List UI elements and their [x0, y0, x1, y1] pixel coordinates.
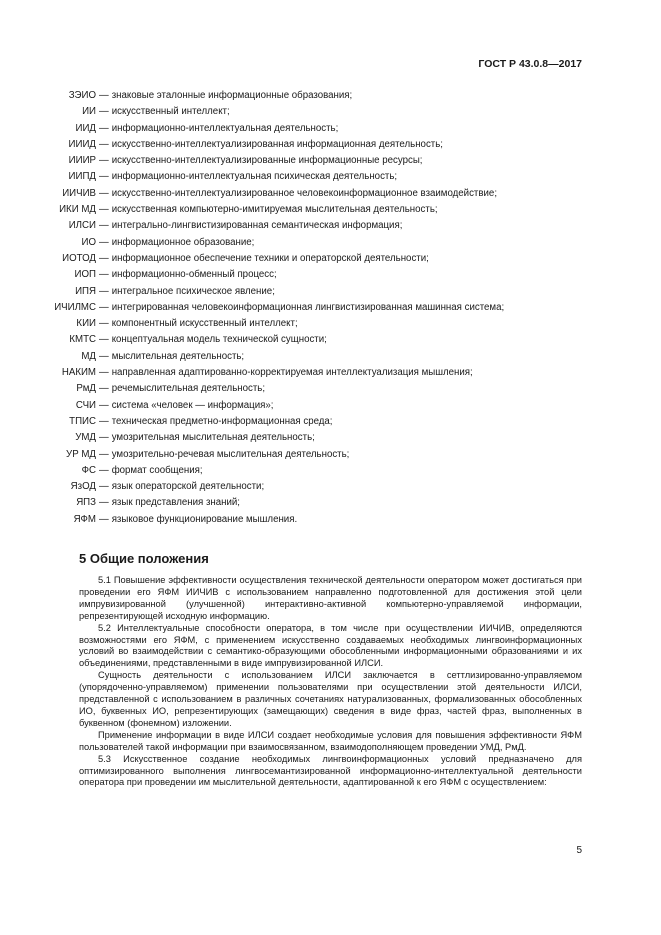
abbreviation-dash: — — [99, 334, 109, 346]
abbreviation-definition: информационно-интеллектуальная психическая деятельность; — [111, 171, 398, 183]
abbreviation-term: ЯФМ — [73, 513, 96, 525]
abbreviation-dash: — — [99, 301, 109, 313]
section-title: 5 Общие положения — [79, 551, 209, 566]
abbreviation-dash: — — [99, 90, 109, 101]
abbreviation-definition: интегрально-лингвистизированная семантическая информация; — [111, 220, 403, 232]
abbreviation-entry — [0, 88, 661, 104]
abbreviation-entry — [0, 267, 661, 283]
abbreviation-dash: — — [99, 269, 109, 281]
abbreviation-dash: — — [99, 122, 109, 134]
abbreviation-entry — [0, 218, 661, 234]
abbreviation-entry — [0, 381, 661, 397]
abbreviation-dash: — — [99, 285, 109, 297]
abbreviation-term: ФС — [81, 464, 96, 476]
abbreviation-dash: — — [99, 318, 109, 330]
abbreviation-entry — [0, 137, 661, 153]
abbreviation-definition: концептуальная модель технической сущности; — [111, 334, 327, 346]
abbreviations-list — [0, 88, 661, 528]
abbreviation-term: ЯПЗ — [76, 497, 96, 509]
abbreviation-term: ЯзОД — [70, 481, 96, 493]
abbreviation-term: ИО — [81, 236, 96, 248]
abbreviation-term: НАКИМ — [61, 367, 96, 379]
abbreviation-term: ИОТОД — [62, 252, 96, 264]
section-paragraph: Сущность деятельности с использованием ИЛСИ заключается в сеттлизированно-управляемом (упорядоченно-управляемом) применении пользователями при осуществлении этой деятельности ИЛСИ, представленной с использованием в различных сочетаниях натурализованных, формализованных обособленных ИО, буквенных ИО, репрезентирующих (замещающих) сведения в виде фраз, частей фраз, выполненных в буквенном (фонемном) изложении. — [79, 670, 582, 728]
abbreviation-dash: — — [99, 367, 109, 379]
abbreviation-dash: — — [99, 204, 109, 216]
abbreviation-entry — [0, 495, 661, 511]
abbreviation-entry — [0, 447, 661, 463]
abbreviation-definition: искусственно-интеллектуализированная информационная деятельность; — [111, 138, 443, 150]
abbreviation-entry — [0, 235, 661, 251]
abbreviation-dash: — — [99, 350, 109, 362]
abbreviation-definition: формат сообщения; — [111, 464, 203, 476]
abbreviation-definition: информационное обеспечение техники и операторской деятельности; — [111, 252, 429, 264]
abbreviation-term: КИИ — [76, 318, 96, 330]
abbreviation-entry — [0, 512, 661, 528]
abbreviation-definition: языковое функционирование мышления. — [111, 513, 298, 525]
abbreviation-definition: умозрительно-речевая мыслительная деятельность; — [111, 448, 350, 460]
abbreviation-term: ИЧИЛМС — [54, 301, 96, 313]
abbreviation-term: ТПИС — [69, 415, 96, 427]
abbreviation-term: ИИИД — [68, 138, 96, 150]
abbreviation-definition: мыслительная деятельность; — [111, 350, 245, 362]
abbreviation-dash: — — [99, 464, 109, 476]
abbreviation-entry — [0, 121, 661, 137]
abbreviation-entry — [0, 349, 661, 365]
section-paragraph: 5.3 Искусственное создание необходимых лингвоинформационных условий предназначено для оптимизированного выполнения лингвосемантизированной информационно-интеллектуальной деятельности оператора при проведении им мыслительной деятельности, адаптированной к его ЯФМ с осуществлением: — [79, 753, 582, 788]
abbreviation-definition: язык операторской деятельности; — [111, 481, 265, 493]
abbreviation-entry — [0, 414, 661, 430]
abbreviation-definition: интегрированная человекоинформационная лингвистизированная машинная система; — [111, 301, 505, 313]
abbreviation-dash: — — [99, 171, 109, 183]
abbreviation-definition: искусственно-интеллектуализированные информационные ресурсы; — [111, 155, 423, 167]
abbreviation-entry — [0, 479, 661, 495]
abbreviation-definition: интегральное психическое явление; — [111, 285, 275, 297]
abbreviation-entry — [0, 202, 661, 218]
abbreviation-dash: — — [99, 415, 109, 427]
abbreviation-definition: речемыслительная деятельность; — [111, 383, 266, 395]
abbreviation-entry — [0, 332, 661, 348]
abbreviation-definition: язык представления знаний; — [111, 497, 240, 509]
abbreviation-term: ИЛСИ — [68, 220, 96, 232]
abbreviation-definition: информационное образование; — [111, 236, 255, 248]
abbreviation-term: РмД — [76, 383, 96, 395]
abbreviation-term: ИКИ МД — [59, 204, 96, 216]
abbreviation-dash: — — [99, 513, 109, 525]
abbreviation-definition: искусственный интеллект; — [111, 106, 230, 118]
section-paragraph: 5.1 Повышение эффективности осуществления технической деятельности оператором может достигаться при проведении его ЯФМ ИИЧИВ с использованием направленно подготовленной для достижения этой цели импрувизированной (улучшенной) интерактивно-активной компьютерно-управляемой информации, репрезентирующей исходную информацию. — [79, 575, 582, 621]
abbreviation-definition: знаковые эталонные информационные образования; — [111, 90, 353, 101]
abbreviation-dash: — — [99, 187, 109, 199]
abbreviation-definition: искусственно-интеллектуализированное человекоинформационное взаимодействие; — [111, 187, 498, 199]
abbreviation-dash: — — [99, 383, 109, 395]
abbreviation-term: ЗЭИО — [68, 90, 96, 101]
abbreviation-dash: — — [99, 252, 109, 264]
abbreviation-dash: — — [99, 432, 109, 444]
abbreviation-entry — [0, 463, 661, 479]
abbreviation-term: УМД — [75, 432, 96, 444]
abbreviation-entry — [0, 104, 661, 120]
abbreviation-dash: — — [99, 236, 109, 248]
abbreviation-definition: система «человек — информация»; — [111, 399, 274, 411]
section-paragraph: Применение информации в виде ИЛСИ создает необходимые условия для повышения эффективности ЯФМ пользователей такой информации при взаимосвязанном, взаимодополняющем проведении УМД, РмД. — [79, 729, 582, 752]
section-paragraph: 5.2 Интеллектуальные способности оператора, в том числе при осуществлении ИИЧИВ, определяются возможностями его ЯФМ, с применением искусственно создаваемых необходимых лингвоинформационных условий во взаимодействии с семантико-образующими обособленными информационными образованиями и их объединениями, представленными в виде импрувизированной ИЛСИ. — [79, 622, 582, 669]
abbreviation-definition: техническая предметно-информационная среда; — [111, 415, 333, 427]
abbreviation-dash: — — [99, 106, 109, 118]
abbreviation-dash: — — [99, 138, 109, 150]
abbreviation-dash: — — [99, 497, 109, 509]
abbreviation-entry — [0, 169, 661, 185]
abbreviation-term: ИИИР — [68, 155, 96, 167]
abbreviation-term: ИОП — [74, 269, 96, 281]
abbreviation-definition: умозрительная мыслительная деятельность; — [111, 432, 315, 444]
abbreviation-term: КМТС — [69, 334, 96, 346]
abbreviation-definition: направленная адаптированно-корректируемая интеллектуализация мышления; — [111, 367, 473, 379]
abbreviation-term: ИПЯ — [75, 285, 96, 297]
abbreviation-term: УР МД — [66, 448, 96, 460]
abbreviation-entry — [0, 430, 661, 446]
abbreviation-term: ИИПД — [68, 171, 96, 183]
abbreviation-definition: информационно-интеллектуальная деятельность; — [111, 122, 339, 134]
abbreviation-term: СЧИ — [75, 399, 96, 411]
abbreviation-entry — [0, 365, 661, 381]
abbreviation-dash: — — [99, 155, 109, 167]
abbreviation-dash: — — [99, 220, 109, 232]
abbreviation-term: ИИ — [82, 106, 96, 118]
document-standard-header: ГОСТ Р 43.0.8—2017 — [478, 58, 582, 70]
abbreviation-entry — [0, 300, 661, 316]
abbreviation-definition: компонентный искусственный интеллект; — [111, 318, 298, 330]
abbreviation-entry — [0, 186, 661, 202]
abbreviation-dash: — — [99, 399, 109, 411]
abbreviation-dash: — — [99, 448, 109, 460]
abbreviation-dash: — — [99, 481, 109, 493]
abbreviation-entry — [0, 251, 661, 267]
abbreviation-entry — [0, 398, 661, 414]
abbreviation-term: МД — [81, 350, 96, 362]
abbreviation-entry — [0, 316, 661, 332]
page-number: 5 — [576, 845, 582, 856]
abbreviation-term: ИИД — [75, 122, 96, 134]
abbreviation-definition: искусственная компьютерно-имитируемая мыслительная деятельность; — [111, 204, 438, 216]
abbreviation-definition: информационно-обменный процесс; — [111, 269, 277, 281]
abbreviation-entry — [0, 284, 661, 300]
section-body — [79, 575, 582, 789]
abbreviation-entry — [0, 153, 661, 169]
abbreviation-term: ИИЧИВ — [62, 187, 96, 199]
